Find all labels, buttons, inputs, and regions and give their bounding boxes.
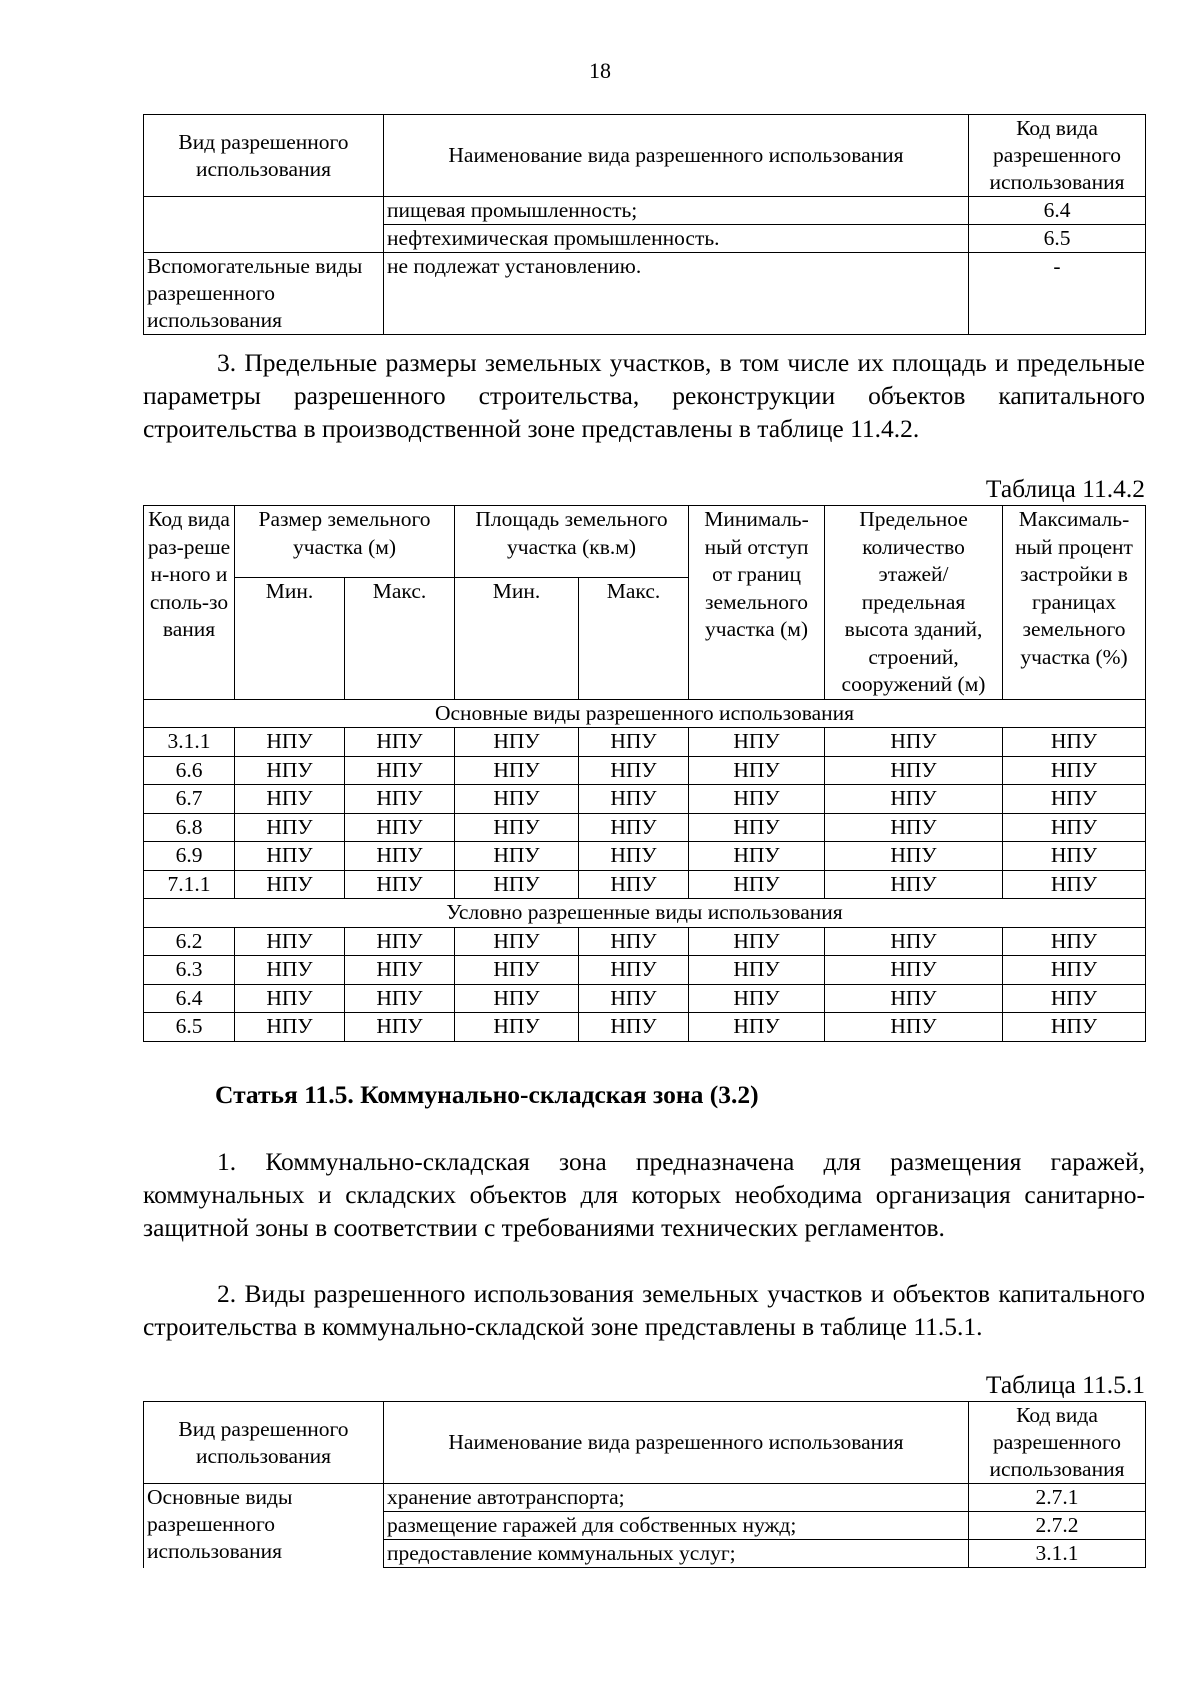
use-name: хранение автотранспорта; <box>384 1484 969 1512</box>
row-value: НПУ <box>579 728 689 757</box>
row-code: 6.8 <box>144 813 235 842</box>
row-value: НПУ <box>1003 813 1146 842</box>
row-code: 6.2 <box>144 927 235 956</box>
header-use-type: Вид разрешенного использования <box>144 1402 384 1484</box>
use-name: размещение гаражей для собственных нужд; <box>384 1512 969 1540</box>
row-value: НПУ <box>825 842 1003 871</box>
group-cell: Вспомогательные виды разрешенного использования <box>144 253 384 335</box>
paragraph-3-text: 3. Предельные размеры земельных участков, в том числе их площадь и предельные параметры разрешенного строительства, реконструкции объектов капитального строительства в производственной зоне представлены в таблице 11.4.2. <box>143 348 1145 443</box>
table-header-row <box>144 506 1146 578</box>
row-value: НПУ <box>235 813 345 842</box>
communal-warehouse-use-table <box>143 1401 1146 1568</box>
row-value: НПУ <box>579 956 689 985</box>
row-value: НПУ <box>579 1013 689 1042</box>
row-value: НПУ <box>455 813 579 842</box>
table-row <box>144 984 1146 1013</box>
row-value: НПУ <box>689 756 825 785</box>
row-value: НПУ <box>455 728 579 757</box>
row-value: НПУ <box>235 870 345 899</box>
row-value: НПУ <box>235 785 345 814</box>
row-value: НПУ <box>345 728 455 757</box>
use-code: 2.7.2 <box>969 1512 1146 1540</box>
paragraph-1 <box>143 1145 1145 1244</box>
row-value: НПУ <box>579 927 689 956</box>
section-row <box>144 699 1146 728</box>
header-area: Площадь земельного участка (кв.м) <box>455 506 689 578</box>
row-value: НПУ <box>1003 870 1146 899</box>
row-value: НПУ <box>455 756 579 785</box>
row-value: НПУ <box>689 927 825 956</box>
paragraph-3 <box>143 346 1145 445</box>
row-value: НПУ <box>345 842 455 871</box>
row-value: НПУ <box>345 1013 455 1042</box>
use-code: 6.4 <box>969 197 1146 225</box>
row-value: НПУ <box>345 756 455 785</box>
row-value: НПУ <box>455 984 579 1013</box>
use-code: 6.5 <box>969 225 1146 253</box>
row-value: НПУ <box>455 785 579 814</box>
header-code: Код вида раз-решен-ного исполь-зования <box>144 506 235 700</box>
header-area-min: Мин. <box>455 577 579 699</box>
table-header-row <box>144 115 1146 197</box>
row-value: НПУ <box>345 956 455 985</box>
row-code: 3.1.1 <box>144 728 235 757</box>
header-size-min: Мин. <box>235 577 345 699</box>
row-value: НПУ <box>1003 956 1146 985</box>
row-code: 6.4 <box>144 984 235 1013</box>
table-row <box>144 1484 1146 1512</box>
use-code: 3.1.1 <box>969 1540 1146 1568</box>
paragraph-1-text: 1. Коммунально-складская зона предназначена для размещения гаражей, коммунальных и складских объектов для которых необходима организация санитарно-защитной зоны в соответствии с требованиями технических регламентов. <box>143 1147 1145 1242</box>
table-row <box>144 756 1146 785</box>
row-value: НПУ <box>235 1013 345 1042</box>
group-cell: Основные виды разрешенного использования <box>144 1484 384 1568</box>
row-value: НПУ <box>1003 984 1146 1013</box>
row-value: НПУ <box>689 956 825 985</box>
header-floors: Предельное количество этажей/ предельная высота зданий, строений, сооружений (м) <box>825 506 1003 700</box>
row-value: НПУ <box>825 785 1003 814</box>
row-value: НПУ <box>825 956 1003 985</box>
table-row <box>144 1013 1146 1042</box>
use-name: не подлежат установлению. <box>384 253 969 335</box>
row-value: НПУ <box>235 927 345 956</box>
use-code: 2.7.1 <box>969 1484 1146 1512</box>
row-code: 6.6 <box>144 756 235 785</box>
table-caption-11-5-1: Таблица 11.5.1 <box>985 1370 1145 1399</box>
table-row <box>144 785 1146 814</box>
header-use-code: Код вида разрешенного использования <box>969 115 1146 197</box>
header-use-name: Наименование вида разрешенного использования <box>384 1402 969 1484</box>
row-value: НПУ <box>235 984 345 1013</box>
row-value: НПУ <box>345 870 455 899</box>
row-value: НПУ <box>689 785 825 814</box>
row-value: НПУ <box>345 984 455 1013</box>
row-value: НПУ <box>689 842 825 871</box>
use-name: предоставление коммунальных услуг; <box>384 1540 969 1568</box>
row-code: 6.5 <box>144 1013 235 1042</box>
row-value: НПУ <box>825 813 1003 842</box>
row-value: НПУ <box>1003 842 1146 871</box>
page-number: 18 <box>589 58 611 83</box>
row-value: НПУ <box>825 756 1003 785</box>
paragraph-2 <box>143 1277 1145 1343</box>
header-use-name: Наименование вида разрешенного использования <box>384 115 969 197</box>
header-use-type: Вид разрешенного использования <box>144 115 384 197</box>
table-row <box>144 813 1146 842</box>
table-row <box>144 842 1146 871</box>
section-conditional-uses: Условно разрешенные виды использования <box>144 899 1146 928</box>
row-value: НПУ <box>579 870 689 899</box>
use-name: пищевая промышленность; <box>384 197 969 225</box>
row-value: НПУ <box>235 728 345 757</box>
row-value: НПУ <box>579 984 689 1013</box>
row-value: НПУ <box>235 956 345 985</box>
table-row <box>144 870 1146 899</box>
row-value: НПУ <box>235 842 345 871</box>
row-value: НПУ <box>689 728 825 757</box>
table-header-row <box>144 1402 1146 1484</box>
row-value: НПУ <box>1003 756 1146 785</box>
row-value: НПУ <box>345 927 455 956</box>
section-main-uses: Основные виды разрешенного использования <box>144 699 1146 728</box>
row-value: НПУ <box>689 870 825 899</box>
table-row <box>144 956 1146 985</box>
section-row <box>144 899 1146 928</box>
table-row <box>144 728 1146 757</box>
paragraph-2-text: 2. Виды разрешенного использования земельных участков и объектов капитального строительства в коммунально-складской зоне представлены в таблице 11.5.1. <box>143 1279 1145 1341</box>
row-value: НПУ <box>455 842 579 871</box>
row-value: НПУ <box>345 785 455 814</box>
row-value: НПУ <box>579 785 689 814</box>
row-code: 6.7 <box>144 785 235 814</box>
row-value: НПУ <box>579 756 689 785</box>
row-value: НПУ <box>825 728 1003 757</box>
row-value: НПУ <box>455 1013 579 1042</box>
header-use-code: Код вида разрешенного использования <box>969 1402 1146 1484</box>
row-code: 7.1.1 <box>144 870 235 899</box>
use-code: - <box>969 253 1146 335</box>
group-cell <box>144 197 384 253</box>
row-value: НПУ <box>345 813 455 842</box>
header-size: Размер земельного участка (м) <box>235 506 455 578</box>
header-offset: Минималь-ный отступ от границ земельного участка (м) <box>689 506 825 700</box>
table-row <box>144 253 1146 335</box>
row-value: НПУ <box>689 813 825 842</box>
permitted-use-table-continued <box>143 114 1146 335</box>
row-value: НПУ <box>689 1013 825 1042</box>
row-value: НПУ <box>825 1013 1003 1042</box>
header-size-max: Макс. <box>345 577 455 699</box>
row-value: НПУ <box>579 813 689 842</box>
row-value: НПУ <box>1003 927 1146 956</box>
row-value: НПУ <box>579 842 689 871</box>
row-value: НПУ <box>689 984 825 1013</box>
row-value: НПУ <box>1003 728 1146 757</box>
row-value: НПУ <box>825 927 1003 956</box>
parameters-table <box>143 505 1146 1042</box>
header-area-max: Макс. <box>579 577 689 699</box>
row-value: НПУ <box>455 956 579 985</box>
row-value: НПУ <box>235 756 345 785</box>
header-percent: Максималь-ный процент застройки в границах земельного участка (%) <box>1003 506 1146 700</box>
row-value: НПУ <box>455 927 579 956</box>
row-value: НПУ <box>455 870 579 899</box>
table-caption-11-4-2: Таблица 11.4.2 <box>985 474 1145 503</box>
use-name: нефтехимическая промышленность. <box>384 225 969 253</box>
row-value: НПУ <box>1003 1013 1146 1042</box>
row-code: 6.9 <box>144 842 235 871</box>
article-heading: Статья 11.5. Коммунально-складская зона (3.2) <box>215 1080 759 1109</box>
row-value: НПУ <box>1003 785 1146 814</box>
row-code: 6.3 <box>144 956 235 985</box>
table-row <box>144 197 1146 225</box>
table-row <box>144 927 1146 956</box>
row-value: НПУ <box>825 870 1003 899</box>
row-value: НПУ <box>825 984 1003 1013</box>
